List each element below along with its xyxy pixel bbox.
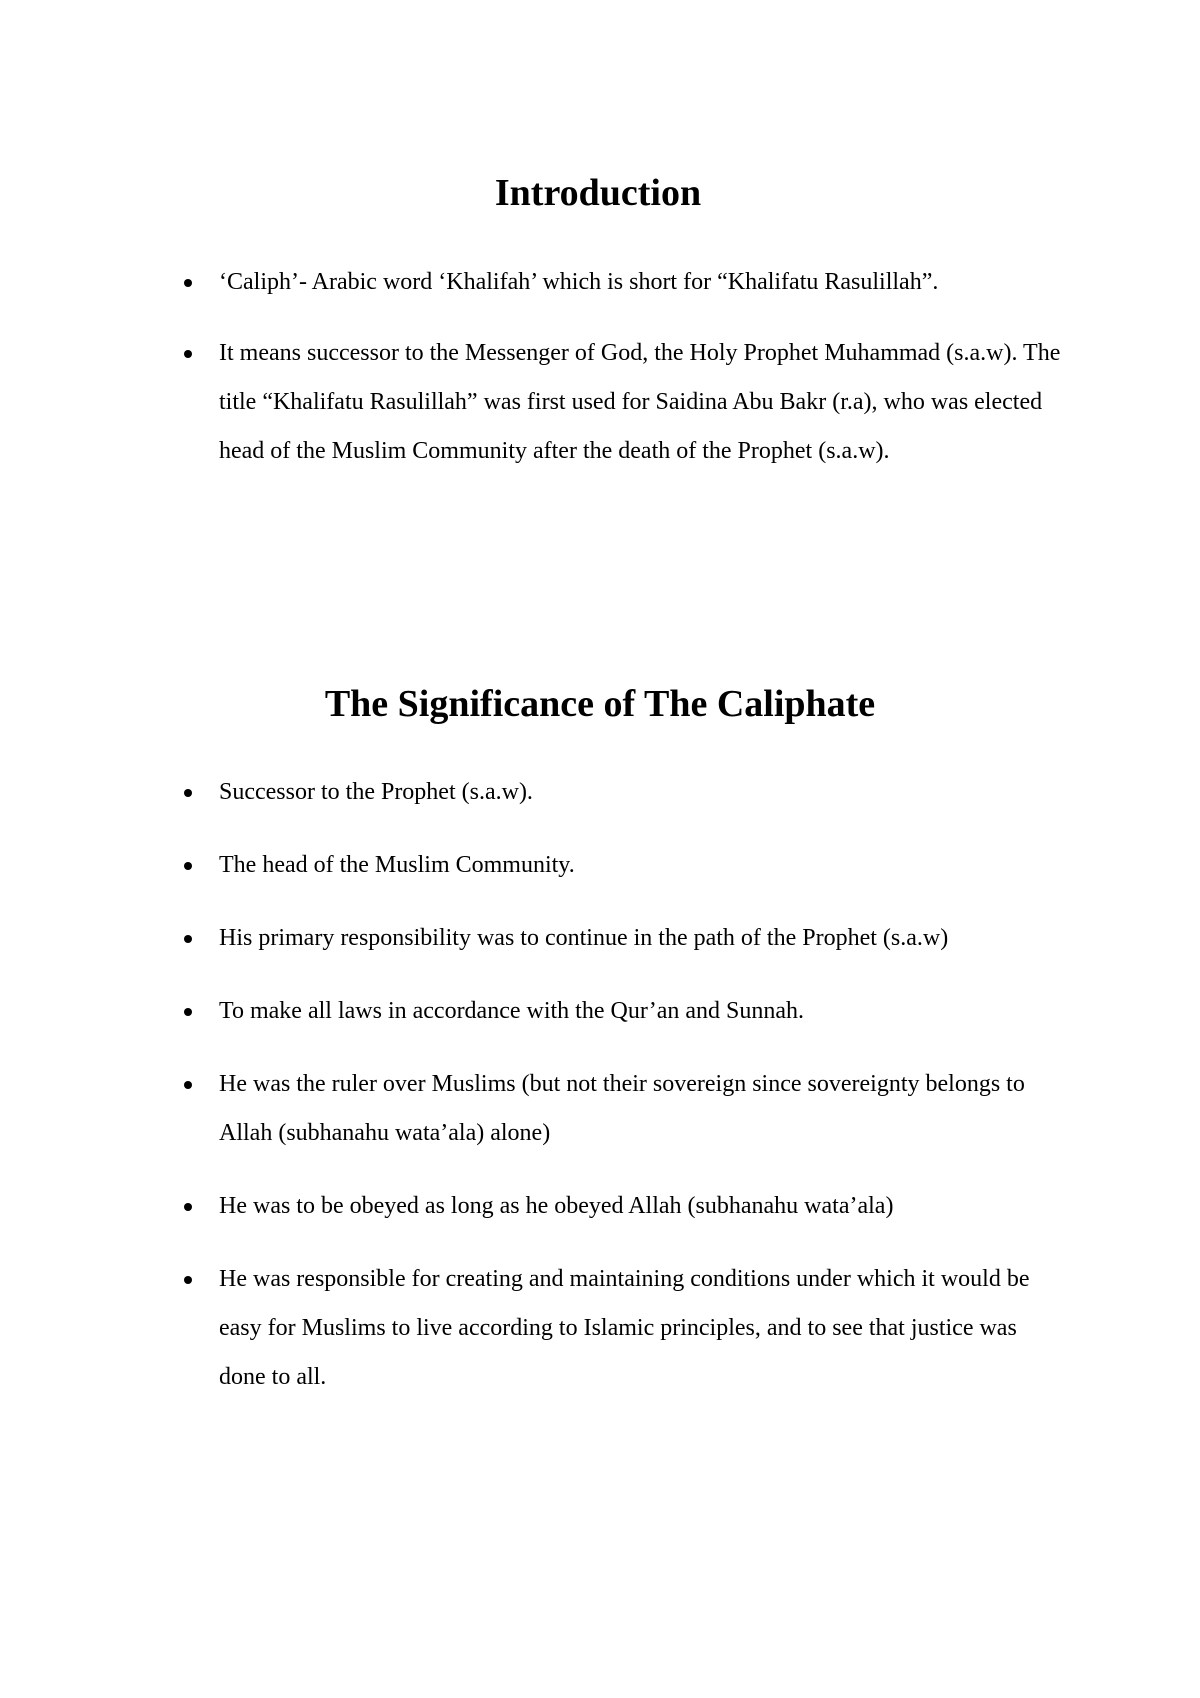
list-item-text: ‘Caliph’- Arabic word ‘Khalifah’ which is short for “Khalifatu Rasulillah”.: [219, 269, 939, 295]
bullet-icon: [184, 350, 192, 358]
bullet-icon: [184, 862, 192, 870]
bullet-icon: [184, 1276, 192, 1284]
list-item: [0, 914, 1064, 963]
list-item: [0, 1255, 1064, 1402]
caliphate-significance-list: [0, 768, 1200, 1426]
bullet-icon: [184, 789, 192, 797]
list-item: [0, 768, 1064, 817]
list-item-text: He was to be obeyed as long as he obeyed Allah (subhanahu wata’ala): [219, 1193, 894, 1219]
bullet-icon: [184, 935, 192, 943]
bullet-icon: [184, 1008, 192, 1016]
bullet-icon: [184, 279, 192, 287]
list-item-text: He was responsible for creating and maintaining conditions under which it would be easy for Muslims to live according to Islamic principles, and to see that justice was done to all.: [219, 1266, 1030, 1390]
list-item-text: The head of the Muslim Community.: [219, 852, 575, 878]
bullet-icon: [184, 1203, 192, 1211]
list-item-text: His primary responsibility was to continue in the path of the Prophet (s.a.w): [219, 925, 949, 951]
introduction-heading: Introduction: [494, 172, 702, 214]
list-item: [0, 329, 1064, 476]
bullet-icon: [184, 1081, 192, 1089]
list-item-text: Successor to the Prophet (s.a.w).: [219, 779, 533, 805]
list-item-text: He was the ruler over Muslims (but not their sovereign since sovereignty belongs to Allah (subhanahu wata’ala) alone): [219, 1071, 1025, 1146]
list-item: [0, 987, 1064, 1036]
list-item: [0, 1182, 1064, 1231]
caliphate-significance-heading: The Significance of The Caliphate: [324, 683, 876, 725]
list-item: [0, 258, 1064, 307]
list-item-text: It means successor to the Messenger of God, the Holy Prophet Muhammad (s.a.w). The title “Khalifatu Rasulillah” was first used for Saidina Abu Bakr (r.a), who was elected head of the Muslim Community after the death of the Prophet (s.a.w).: [219, 340, 1061, 464]
list-item-text: To make all laws in accordance with the Qur’an and Sunnah.: [219, 998, 805, 1024]
list-item: [0, 841, 1064, 890]
introduction-list: [0, 258, 1200, 498]
list-item: [0, 1060, 1064, 1158]
